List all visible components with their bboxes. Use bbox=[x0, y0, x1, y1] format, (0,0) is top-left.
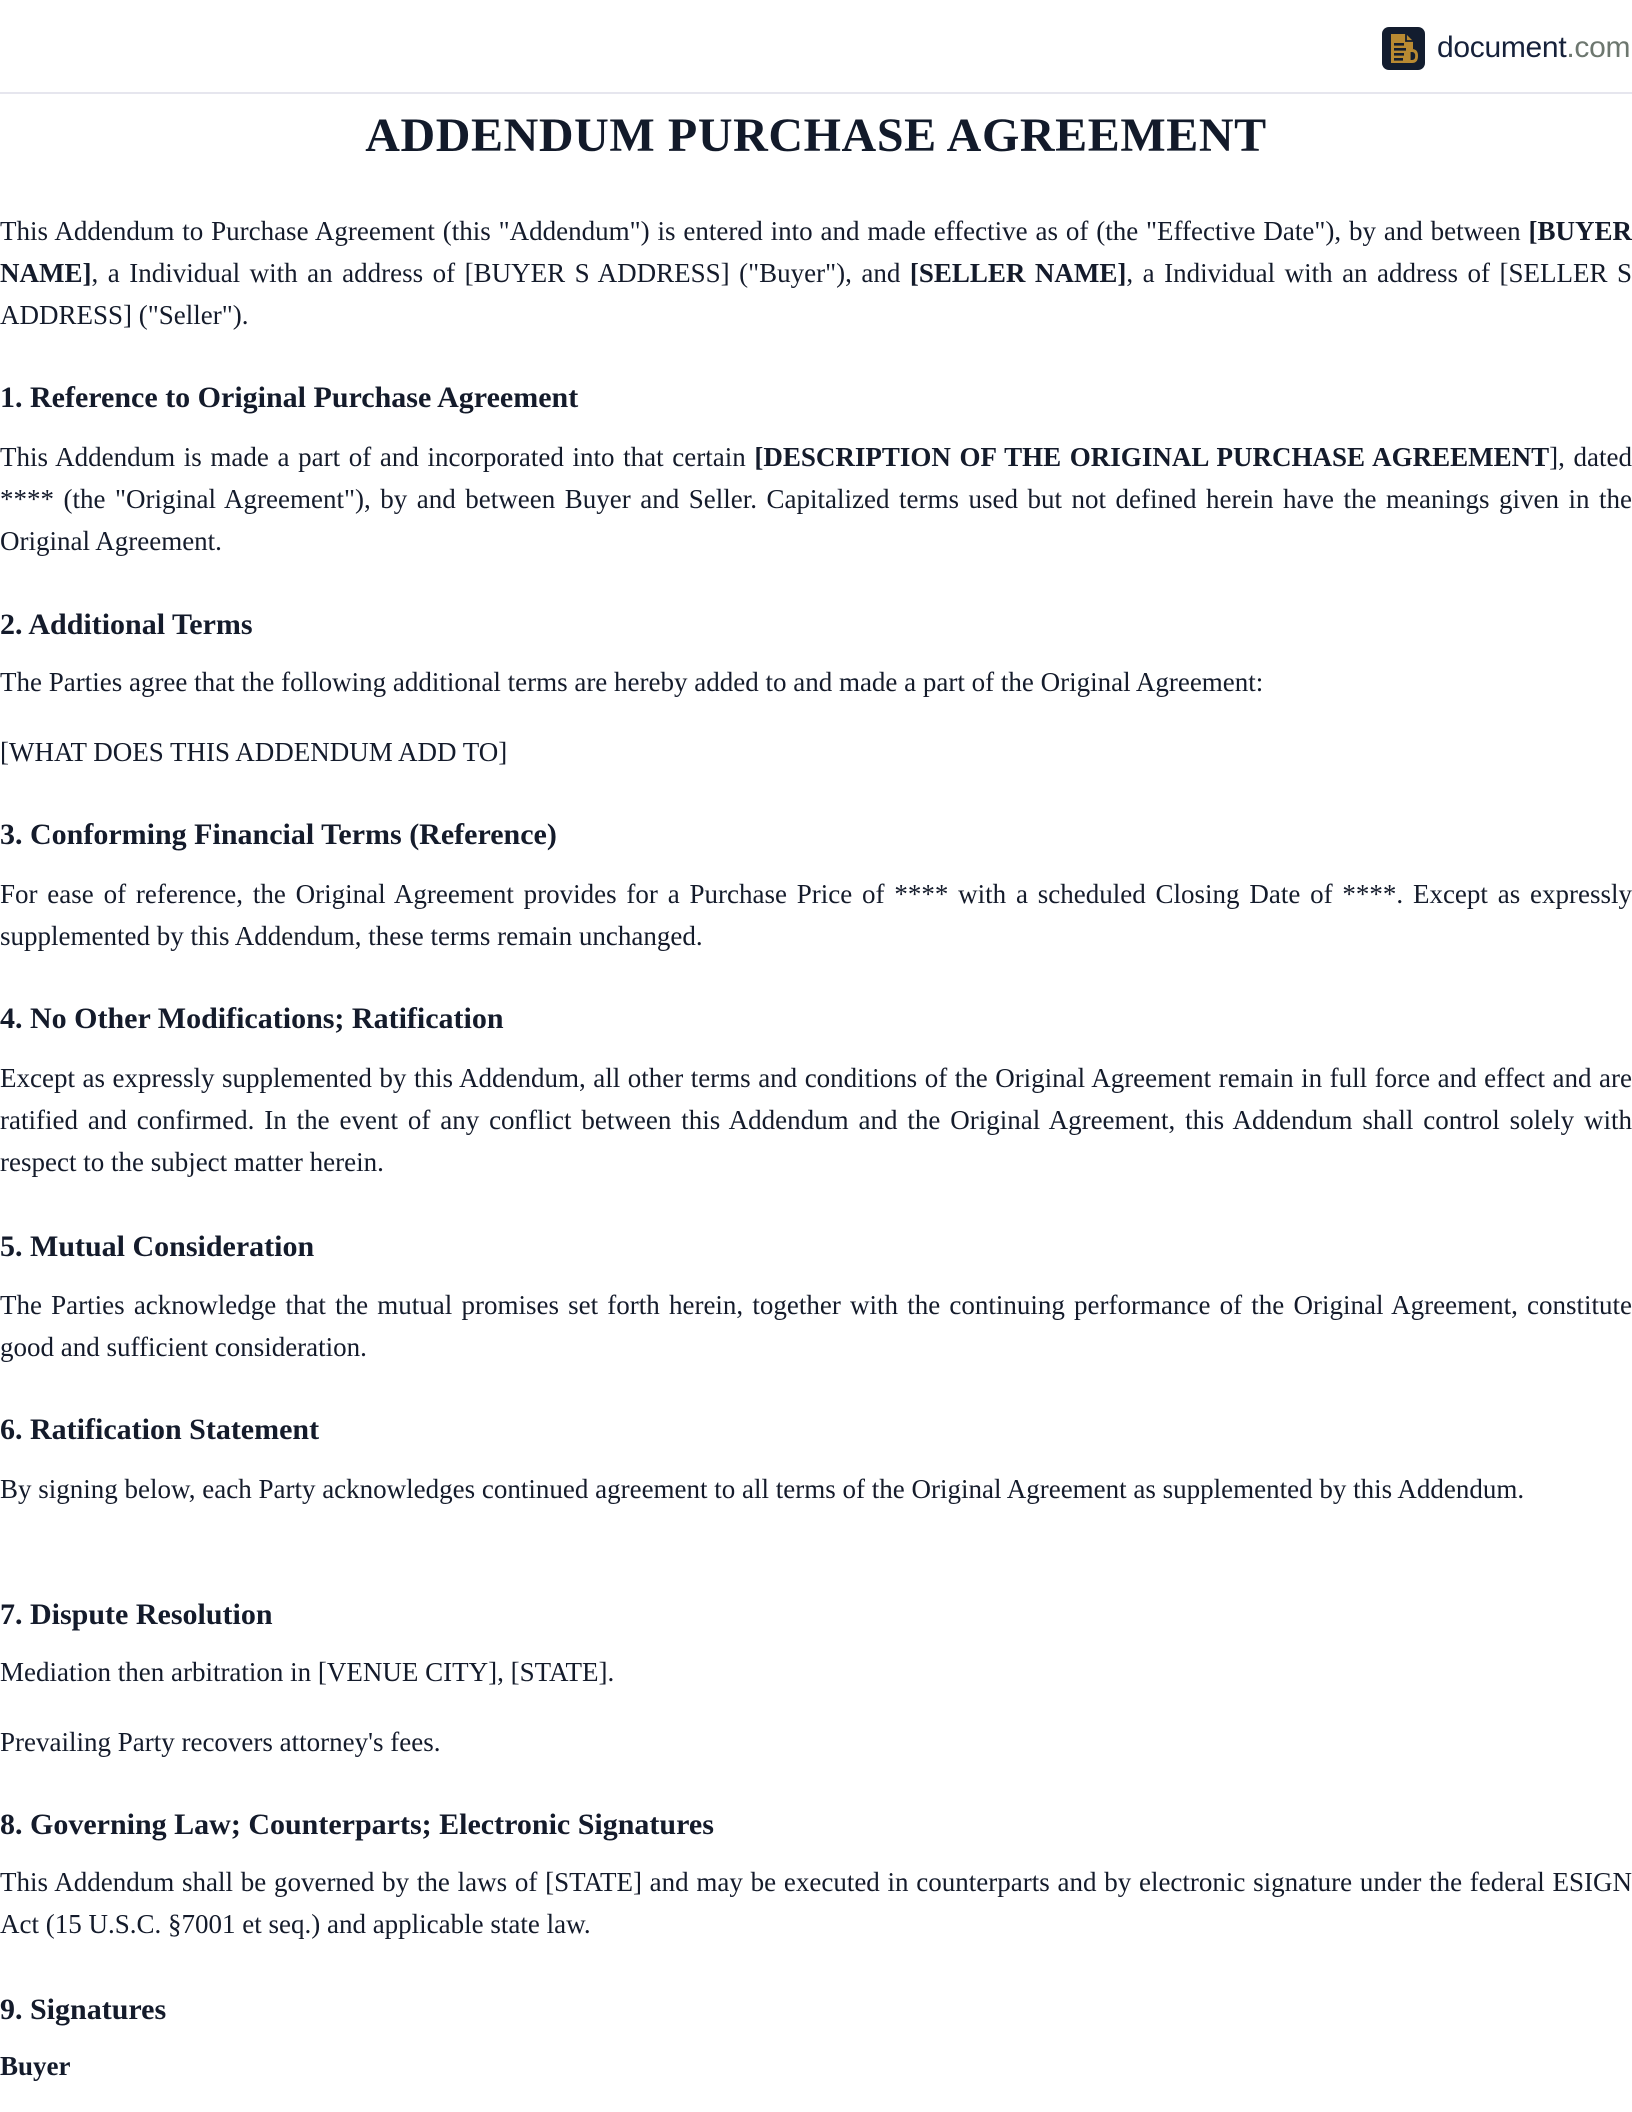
intro-text: This Addendum to Purchase Agreement (this "Addendum") is entered into and made effective as of (the "Effective Date"), by and between bbox=[0, 216, 1529, 246]
original-agreement-description-placeholder: [DESCRIPTION OF THE ORIGINAL PURCHASE AGREEMENT bbox=[754, 442, 1550, 472]
section-1-paragraph bbox=[0, 436, 1632, 562]
section-heading-4: 4. No Other Modifications; Ratification bbox=[0, 1002, 504, 1035]
section-heading-8: 8. Governing Law; Counterparts; Electronic Signatures bbox=[0, 1808, 714, 1841]
section-heading-5: 5. Mutual Consideration bbox=[0, 1230, 315, 1263]
section-3-paragraph: For ease of reference, the Original Agreement provides for a Purchase Price of **** with a scheduled Closing Date of ****. Except as expressly supplemented by this Addendum, these terms remain unchanged. bbox=[0, 879, 1632, 951]
section-text: ], dated **** (the "Original Agreement"), by and between Buyer and Seller. Capitalized terms used but not defined herein have the meanings given in the Original Agreement. bbox=[0, 442, 1632, 556]
section-6-paragraph: By signing below, each Party acknowledges continued agreement to all terms of the Original Agreement as supplemented by this Addendum. bbox=[0, 1474, 1525, 1504]
addendum-terms-placeholder: [WHAT DOES THIS ADDENDUM ADD TO] bbox=[0, 737, 508, 767]
brand-tld: .com bbox=[1566, 31, 1631, 64]
brand-wordmark bbox=[1437, 26, 1630, 70]
seller-name-placeholder: [SELLER NAME] bbox=[909, 258, 1127, 288]
document-title: ADDENDUM PURCHASE AGREEMENT bbox=[365, 109, 1267, 162]
section-8-paragraph: This Addendum shall be governed by the laws of [STATE] and may be executed in counterparts and by electronic signature under the federal ESIGN Act (15 U.S.C. §7001 et seq.) and applicable state law. bbox=[0, 1867, 1632, 1939]
signature-party-label-buyer: Buyer bbox=[0, 2051, 71, 2081]
section-heading-2: 2. Additional Terms bbox=[0, 608, 253, 641]
intro-paragraph bbox=[0, 210, 1632, 336]
section-heading-1: 1. Reference to Original Purchase Agreement bbox=[0, 381, 579, 414]
document-d-logo-icon bbox=[1382, 27, 1425, 70]
section-5-paragraph: The Parties acknowledge that the mutual promises set forth herein, together with the continuing performance of the Original Agreement, constitute good and sufficient consideration. bbox=[0, 1290, 1632, 1362]
section-7-paragraph: Mediation then arbitration in [VENUE CITY], [STATE]. bbox=[0, 1657, 615, 1687]
section-heading-7: 7. Dispute Resolution bbox=[0, 1598, 273, 1631]
section-2-paragraph: The Parties agree that the following additional terms are hereby added to and made a part of the Original Agreement: bbox=[0, 667, 1264, 697]
section-text: This Addendum is made a part of and incorporated into that certain bbox=[0, 442, 755, 472]
section-4-paragraph: Except as expressly supplemented by this Addendum, all other terms and conditions of the Original Agreement remain in full force and effect and are ratified and confirmed. In the event of any conflict between this Addendum and the Original Agreement, this Addendum shall control solely with respect to the subject matter herein. bbox=[0, 1063, 1632, 1177]
intro-text: , a Individual with an address of [BUYER S ADDRESS] ("Buyer"), and bbox=[91, 258, 910, 288]
section-7-paragraph-fees: Prevailing Party recovers attorney's fees. bbox=[0, 1727, 441, 1757]
brand-logo-link[interactable] bbox=[1382, 26, 1630, 70]
section-heading-3: 3. Conforming Financial Terms (Reference) bbox=[0, 818, 557, 851]
section-heading-9: 9. Signatures bbox=[0, 1993, 167, 2026]
intro-text: , a Individual with an address of [SELLER S ADDRESS] ("Seller"). bbox=[0, 258, 1632, 330]
section-heading-6: 6. Ratification Statement bbox=[0, 1413, 320, 1446]
buyer-name-placeholder: [BUYER NAME] bbox=[0, 216, 1632, 288]
brand-name: document bbox=[1437, 31, 1567, 64]
site-header bbox=[0, 0, 1632, 94]
